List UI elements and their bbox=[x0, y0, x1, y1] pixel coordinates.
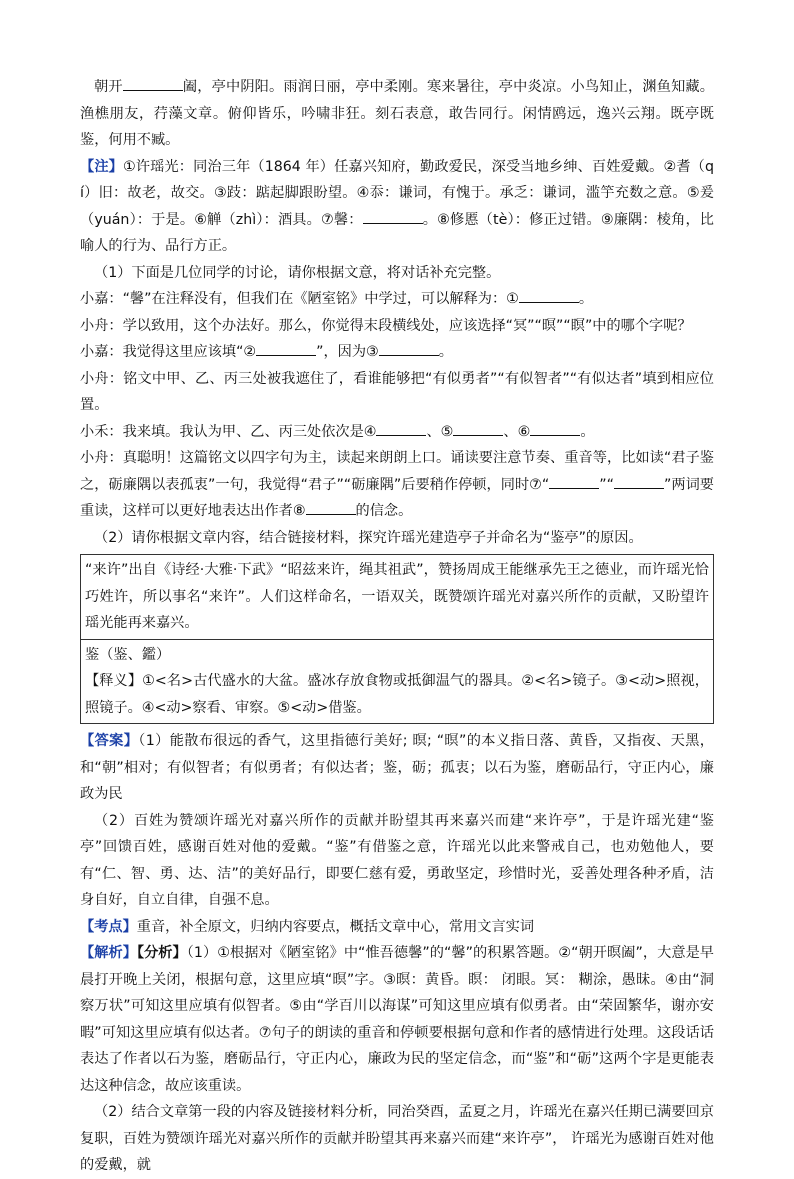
analysis-label: 【解析】 bbox=[80, 945, 137, 961]
blank-line bbox=[614, 472, 664, 489]
notes-label: 【注】 bbox=[80, 158, 123, 175]
passage-paragraph bbox=[80, 74, 714, 154]
dialogue-text: 。 bbox=[578, 291, 594, 307]
definition-cell bbox=[81, 639, 713, 724]
dialogue-line: 小舟：学以致用，这个办法好。那么，你觉得末段横线处，应该选择“冥”“暝”“瞑”中的哪个字呢？ bbox=[80, 317, 692, 334]
blank-line bbox=[363, 207, 423, 224]
definition-body: ①<名>古代盛水的大盆。盛冰存放食物或抵御温气的器具。②<名>镜子。③<动>照视，照镜子。④<动>察看、审察。⑤<动>借鉴。 bbox=[85, 673, 709, 716]
dialogue-text: 小舟：真聪明！这篇铭文以四字句为主，读起来朗朗上口。诵读要注意节奏、重音等，比如读“君子鉴之，砺廉隅以表孤衷”一句，我觉得“君子”“砺廉隅”后要稍作停顿，同时⑦“ bbox=[80, 450, 714, 493]
analysis-sub-label: 【分析】 bbox=[136, 945, 187, 961]
link-material-cell bbox=[81, 555, 713, 639]
kaodian-text: 重音，补全原文，归纳内容要点，概括文章中心，常用文言实词 bbox=[136, 918, 535, 935]
notes-text: 。⑧修慝（tè）：修正过错。⑨廉隅：棱角，比喻人的行为、品行方正。 bbox=[80, 211, 714, 254]
kaodian-paragraph bbox=[80, 914, 714, 941]
dialogue-text: 小嘉：我觉得这里应该填“② bbox=[80, 344, 257, 360]
answer-paragraph bbox=[80, 728, 714, 808]
dialogue-line bbox=[80, 286, 714, 313]
analysis-paragraph bbox=[80, 940, 714, 1099]
answer-label: 【答案】 bbox=[80, 733, 139, 749]
link-material-text: “来许”出自《诗经·大雅·下武》“昭兹来许，绳其祖武”，赞扬周成王能继承先王之德业，而许瑶光恰巧姓许，所以事名“来许”。人们这样命名，一语双关，既赞颂许瑶光对嘉兴所作的贡献，又盼望许瑶光能再来嘉兴。 bbox=[85, 562, 709, 631]
question-1-prompt: （1）下面是几位同学的讨论，请你根据文意，将对话补充完整。 bbox=[94, 264, 501, 281]
blank-line bbox=[379, 339, 439, 356]
dialogue-text: 小禾：我来填。我认为甲、乙、丙三处依次是④ bbox=[80, 423, 377, 440]
dialogue-text: 、⑤ bbox=[426, 423, 454, 440]
dialogue-text: 的信念。 bbox=[355, 503, 413, 519]
definition-title: 鉴（鉴、鑑） bbox=[85, 646, 171, 663]
blank-line bbox=[453, 419, 503, 436]
kaodian-label: 【考点】 bbox=[80, 918, 137, 935]
blank-line bbox=[123, 74, 183, 91]
blank-line bbox=[306, 498, 356, 515]
dialogue-line bbox=[80, 419, 714, 446]
definition-label: 【释义】 bbox=[85, 673, 143, 689]
dialogue-line: 小舟：铭文中甲、乙、丙三处被我遮住了，看谁能够把“有似勇者”“有似智者”“有似达者”填到相应位置。 bbox=[80, 370, 714, 413]
passage-text: 阖，亭中阴阳。雨润日丽，亭中柔刚。寒来暑往，亭中炎凉。小鸟知止，渊鱼知藏。渔樵朋友，荇藻文章。俯仰皆乐，吟啸非狂。刻石表意，敢告同行。闲情鸥远，逸兴云翔。既亭既鉴，何用不臧。 bbox=[80, 79, 714, 148]
question-2-prompt: （2）请你根据文章内容，结合链接材料，探究许瑶光建造亭子并命名为“鉴亭”的原因。 bbox=[94, 529, 643, 546]
blank-line bbox=[549, 472, 599, 489]
dialogue-line bbox=[80, 445, 714, 525]
dialogue-text: 。 bbox=[438, 344, 453, 360]
blank-line bbox=[519, 286, 579, 303]
definition-text bbox=[85, 668, 709, 721]
analysis-text: （1）①根据对《陋室铭》中“惟吾德馨”的“馨”的积累答题。②“朝开暝阖”，大意是早晨打开晚上关闭，根据句意，这里应填“暝”字。③暝：黄昏。瞑： 闭眼。冥： 糊涂，愚昧。④由“洞察万状”可知这里应填有似智者。⑤由“学百川以海谋”可知这里应填有似勇者。由“荣固繁华，谢亦安暇”可知这里应填有似达者。⑦句子的朗读的重音和停顿要根据句意和作者的感情进行处理。这段话话表达了作者以石为鉴，磨砺品行，守正内心，廉政为民的坚定信念，而“鉴”和“砺”这两个字是更能表达这种信念，故应该重读。 bbox=[80, 945, 714, 1094]
dialogue-text: 、⑥ bbox=[503, 423, 531, 440]
answer-text: （1）能散布很远的香气，这里指德行美好; 暝; “暝”的本义指日落、黄昏，又指夜、天黑，和“朝”相对；有似智者；有似勇者；有似达者；鉴，砺；孤衷；以石为鉴，磨砺品行，守正内心，廉政为民 bbox=[80, 733, 714, 802]
blank-line bbox=[376, 419, 426, 436]
notes-text: ①许瑶光：同治三年（1864 年）任嘉兴知府，勤政爱民，深受当地乡绅、百姓爱戴。②耆（qí）旧：故老，故交。③跂：踮起脚跟盼望。④忝：谦词，有愧于。承乏：谦词，滥竽充数之意。⑤爰（yuán）：于是。⑥觯（zhì）：酒具。⑦馨： bbox=[80, 158, 714, 228]
analysis-paragraph-2: （2）结合文章第一段的内容及链接材料分析，同治癸酉，孟夏之月，许瑶光在嘉兴任期已满要回京复职，百姓为赞颂许瑶光对嘉兴所作的贡献并盼望其再来嘉兴而建“来许亭”， 许瑶光为感谢百姓对他的爱戴，就 bbox=[80, 1104, 714, 1173]
dialogue-text: ”“ bbox=[599, 476, 614, 493]
blank-line bbox=[256, 339, 316, 356]
passage-text: 朝开 bbox=[94, 79, 123, 95]
dialogue-text: ”，因为③ bbox=[316, 344, 379, 360]
dialogue-line bbox=[80, 339, 714, 366]
dialogue-text: 。 bbox=[580, 423, 595, 440]
notes-paragraph bbox=[80, 154, 714, 260]
blank-line bbox=[530, 419, 580, 436]
dialogue-text: 小嘉：“馨”在注释没有，但我们在《陋室铭》中学过，可以解释为：① bbox=[80, 291, 519, 307]
answer-paragraph-2: （2）百姓为赞颂许瑶光对嘉兴所作的贡献并盼望其再来嘉兴而建“来许亭”，于是许瑶光建“鉴亭”回馈百姓，感谢百姓对他的爱戴。“鉴”有借鉴之意，许瑶光以此来警戒自己，也劝勉他人，要有“仁、智、勇、达、洁”的美好品行，即要仁慈有爱，勇敢坚定，珍惜时光，妥善处理各种矛盾，洁身自好，自立自律，自强不息。 bbox=[80, 812, 714, 908]
link-material-table bbox=[80, 554, 714, 724]
dialogue-text: ”两词要重读，这样可以更好地表达出作者⑧ bbox=[80, 476, 714, 519]
